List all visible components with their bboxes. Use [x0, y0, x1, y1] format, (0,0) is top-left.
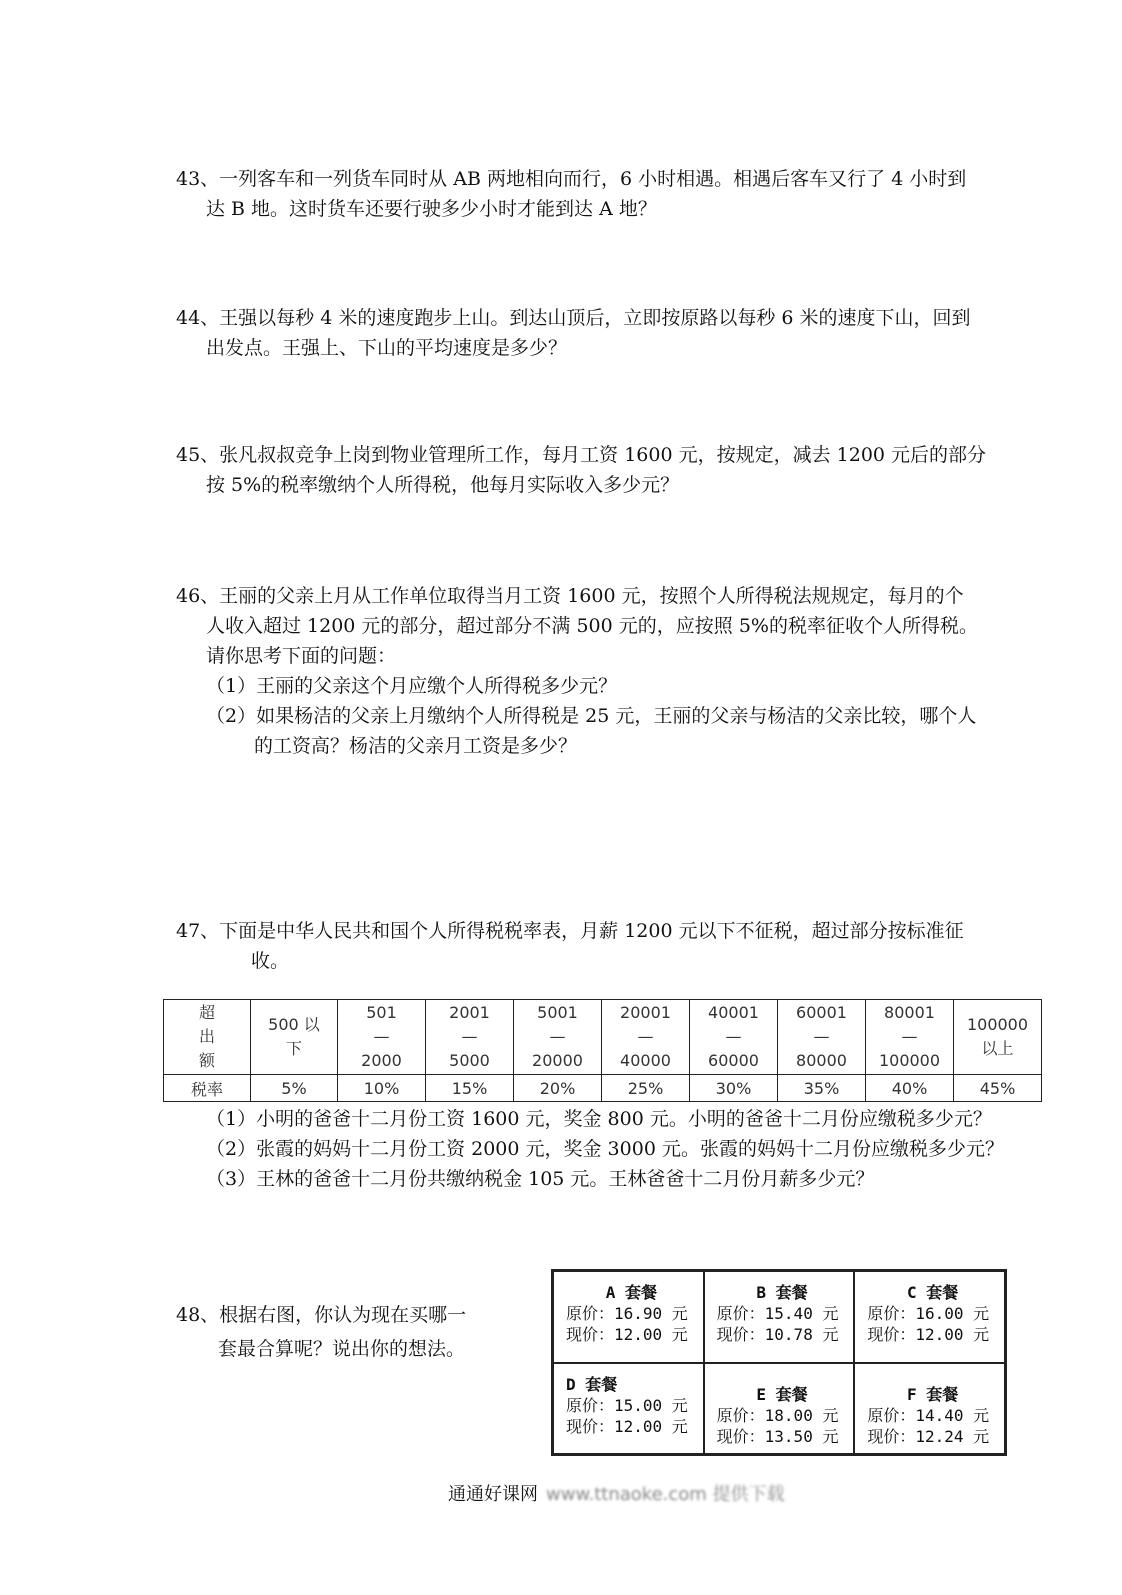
package-current-price: 现价：12.00 元 — [867, 1325, 990, 1344]
question-46 — [176, 581, 1056, 761]
cell-line: — — [549, 1027, 566, 1046]
table-cell — [514, 1000, 602, 1075]
question-45 — [176, 440, 1056, 500]
rate-cell: 10% — [338, 1075, 426, 1102]
cell-line: 100000 — [878, 1051, 941, 1070]
package-original-price: 原价：16.90 元 — [566, 1304, 688, 1323]
cell-line: — — [461, 1027, 478, 1046]
package-b — [704, 1271, 855, 1363]
question-48-line1: 48、根据右图，你认为现在买哪一 — [176, 1304, 467, 1326]
question-47-line1: 47、下面是中华人民共和国个人所得税税率表，月薪 1200 元以下不征税，超过部分按标准征 — [176, 920, 964, 942]
rate-cell: 5% — [251, 1075, 338, 1102]
package-current-price: 现价：12.00 元 — [566, 1416, 688, 1436]
question-45-line1: 45、张凡叔叔竞争上岗到物业管理所工作，每月工资 1600 元，按规定，减去 1200 元后的部分 — [176, 444, 987, 466]
table-cell — [338, 1000, 426, 1075]
cell-line: 500 以 — [268, 1015, 320, 1034]
question-43 — [176, 164, 1056, 224]
rate-cell: 20% — [514, 1075, 602, 1102]
cell-line: 40000 — [620, 1051, 671, 1070]
rate-cell: 25% — [602, 1075, 690, 1102]
package-current-price: 现价：13.50 元 — [716, 1426, 839, 1446]
question-46-line3: 请你思考下面的问题： — [206, 645, 397, 667]
cell-line: 5000 — [449, 1051, 490, 1070]
table-header-cell — [164, 1000, 251, 1075]
cell-line: 40001 — [708, 1003, 759, 1022]
package-price-grid — [551, 1269, 1007, 1456]
table-cell — [602, 1000, 690, 1075]
cell-line: — — [637, 1027, 654, 1046]
rate-label-cell: 税率 — [164, 1075, 251, 1102]
question-48 — [176, 1298, 516, 1366]
package-title: C 套餐 — [907, 1283, 959, 1302]
question-48-line2: 套最合算呢？说出你的想法。 — [218, 1338, 466, 1360]
package-e — [704, 1363, 855, 1455]
package-title: E 套餐 — [756, 1384, 808, 1404]
question-47-line2: 收。 — [251, 950, 290, 972]
package-title: F 套餐 — [907, 1384, 959, 1404]
cell-line: 100000 — [966, 1015, 1029, 1034]
cell-line: — — [901, 1027, 918, 1046]
rate-cell: 30% — [690, 1075, 778, 1102]
cell-line: 2000 — [361, 1051, 402, 1070]
cell-line: 80000 — [796, 1051, 847, 1070]
cell-line: 额 — [198, 1051, 215, 1070]
cell-line: 超 — [198, 1003, 215, 1022]
package-current-price: 现价：12.24 元 — [867, 1426, 990, 1446]
table-cell — [426, 1000, 514, 1075]
rate-cell: 35% — [778, 1075, 866, 1102]
cell-line: 60001 — [796, 1003, 847, 1022]
question-47 — [176, 916, 1056, 976]
question-43-line2: 达 B 地。这时货车还要行驶多少小时才能到达 A 地？ — [206, 198, 657, 220]
cell-line: — — [373, 1027, 390, 1046]
cell-line: 20000 — [532, 1051, 583, 1070]
cell-line: 80001 — [884, 1003, 935, 1022]
cell-line: — — [813, 1027, 830, 1046]
package-original-price: 原价：18.00 元 — [716, 1405, 839, 1425]
package-title: D 套餐 — [566, 1374, 618, 1394]
question-46-line1: 46、王丽的父亲上月从工作单位取得当月工资 1600 元，按照个人所得税法规规定，每月的个 — [176, 585, 964, 607]
rate-cell: 40% — [866, 1075, 954, 1102]
cell-line: 20001 — [620, 1003, 671, 1022]
package-title: B 套餐 — [756, 1283, 808, 1302]
cell-line: — — [725, 1027, 742, 1046]
package-a — [553, 1271, 704, 1363]
question-47-sub2: （2）张霞的妈妈十二月份工资 2000 元，奖金 3000 元。张霞的妈妈十二月份应缴税多少元？ — [206, 1138, 1004, 1160]
package-original-price: 原价：14.40 元 — [867, 1405, 990, 1425]
package-original-price: 原价：16.00 元 — [867, 1304, 990, 1323]
package-c — [854, 1271, 1005, 1363]
question-44 — [176, 303, 1056, 363]
table-cell — [690, 1000, 778, 1075]
package-current-price: 现价：10.78 元 — [716, 1325, 839, 1344]
cell-line: 出 — [198, 1027, 215, 1046]
question-47-sub1: （1）小明的爸爸十二月份工资 1600 元，奖金 800 元。小明的爸爸十二月份应缴税多少元？ — [206, 1108, 992, 1130]
package-f — [854, 1363, 1005, 1455]
cell-line: 下 — [285, 1039, 302, 1058]
cell-line: 60000 — [708, 1051, 759, 1070]
question-44-line2: 出发点。王强上、下山的平均速度是多少？ — [206, 337, 568, 359]
table-cell — [251, 1000, 338, 1075]
tax-rate-table — [163, 999, 1042, 1102]
table-cell — [954, 1000, 1042, 1075]
table-row — [164, 1075, 1042, 1102]
package-title: A 套餐 — [605, 1283, 657, 1302]
question-46-sub1: （1）王丽的父亲这个月应缴个人所得税多少元？ — [206, 675, 618, 697]
cell-line: 501 — [366, 1003, 397, 1022]
cell-line: 以上 — [981, 1039, 1014, 1058]
question-46-sub2-cont: 的工资高？杨洁的父亲月工资是多少？ — [254, 735, 578, 757]
cell-line: 5001 — [537, 1003, 578, 1022]
rate-cell: 15% — [426, 1075, 514, 1102]
question-44-line1: 44、王强以每秒 4 米的速度跑步上山。到达山顶后，立即按原路以每秒 6 米的速度下山，回到 — [176, 307, 971, 329]
question-47-subquestions — [206, 1104, 1004, 1194]
table-cell — [778, 1000, 866, 1075]
question-43-line1: 43、一列客车和一列货车同时从 AB 两地相向而行，6 小时相遇。相遇后客车又行了 4 小时到 — [176, 168, 967, 190]
rate-cell: 45% — [954, 1075, 1042, 1102]
page-footer — [448, 1480, 785, 1506]
question-46-sub2: （2）如果杨洁的父亲上月缴纳个人所得税是 25 元，王丽的父亲与杨洁的父亲比较，哪个人 — [206, 705, 977, 727]
footer-site-name: 通通好课网 — [448, 1484, 538, 1505]
package-original-price: 原价：15.00 元 — [566, 1395, 688, 1415]
footer-download-note: www.ttnaoke.com 提供下载 — [546, 1484, 785, 1505]
question-45-line2: 按 5%的税率缴纳个人所得税，他每月实际收入多少元？ — [206, 474, 680, 496]
cell-line: 2001 — [449, 1003, 490, 1022]
table-row — [164, 1000, 1042, 1075]
package-d — [553, 1363, 704, 1455]
package-current-price: 现价：12.00 元 — [566, 1325, 688, 1344]
question-46-line2: 人收入超过 1200 元的部分，超过部分不满 500 元的，应按照 5%的税率征收个人所得税。 — [206, 615, 978, 637]
question-47-sub3: （3）王林的爸爸十二月份共缴纳税金 105 元。王林爸爸十二月份月薪多少元？ — [206, 1168, 875, 1190]
package-original-price: 原价：15.40 元 — [716, 1304, 839, 1323]
table-cell — [866, 1000, 954, 1075]
